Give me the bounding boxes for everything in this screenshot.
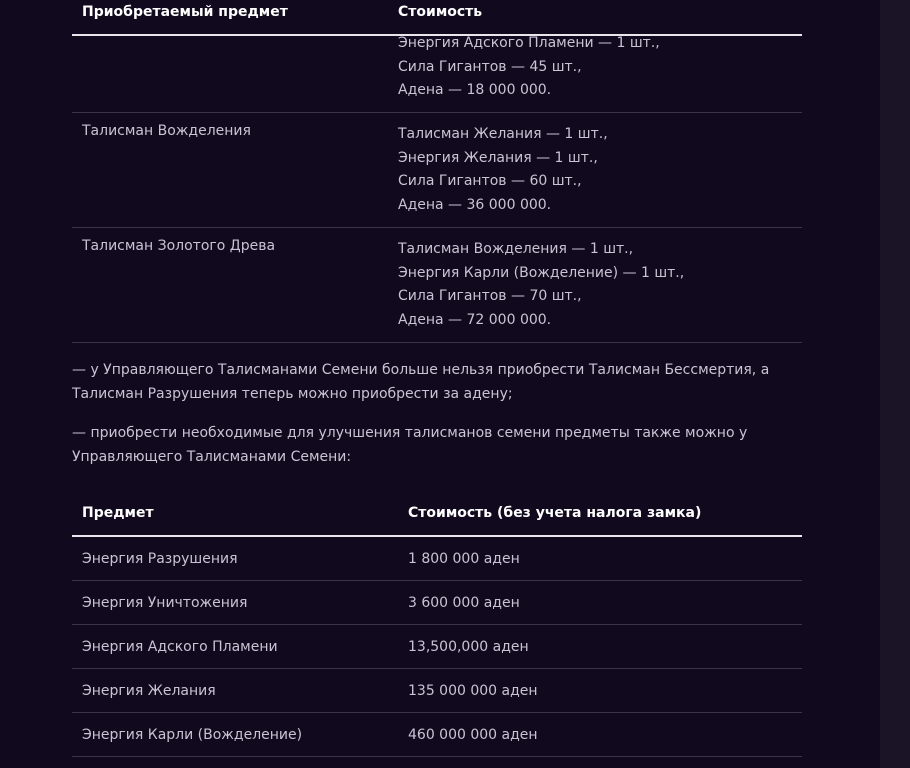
cost-line: Энергия Карли (Вожделение) — 1 шт., — [398, 264, 685, 281]
cost-cell — [388, 228, 802, 343]
item-cell: Талисман Золотого Древа — [82, 238, 276, 254]
cost-line: Талисман Желания — 1 шт., — [398, 126, 608, 142]
item-cell: Энергия Желания — [82, 682, 216, 699]
item-cell: Энергия Уничтожения — [82, 594, 248, 611]
table-row — [72, 625, 802, 669]
cost-cell — [388, 35, 802, 113]
table-row — [72, 669, 802, 713]
cost-cell: 460 000 000 аден — [408, 726, 538, 743]
energy-price-table — [72, 491, 802, 757]
cost-line: Сила Гигантов — 60 шт., — [398, 173, 582, 189]
cost-line: Адена — 36 000 000. — [398, 196, 552, 213]
table-row — [72, 536, 802, 581]
cost-cell — [388, 113, 802, 228]
cost-line: Энергия Адского Пламени — 1 шт., — [398, 35, 660, 51]
cost-cell: 135 000 000 аден — [408, 682, 538, 699]
right-margin-panel — [880, 0, 910, 768]
cost-line: Адена — 72 000 000. — [398, 311, 552, 328]
cost-line: Сила Гигантов — 70 шт., — [398, 288, 582, 304]
item-cell: Талисман Вожделения — [82, 123, 251, 139]
cost-line: Адена — 18 000 000. — [398, 82, 552, 98]
table-row — [72, 228, 802, 343]
paragraph-items-note: — приобрести необходимые для улучшения талисманов семени предметы также можно у Управляющего Талисманами Семени: — [72, 425, 748, 465]
table-row — [72, 581, 802, 625]
cost-cell: 1 800 000 аден — [408, 550, 520, 567]
cost-line: Энергия Желания — 1 шт., — [398, 149, 598, 166]
header-cost: Стоимость (без учета налога замка) — [408, 505, 702, 521]
header-cost: Стоимость — [398, 4, 483, 20]
item-cell: Энергия Карли (Вожделение) — [82, 726, 303, 743]
cost-cell: 3 600 000 аден — [408, 594, 520, 611]
table-row — [72, 113, 802, 228]
paragraph-talisman-note: — у Управляющего Талисманами Семени больше нельзя приобрести Талисман Бессмертия, а Талисман Разрушения теперь можно приобрести за адену; — [72, 362, 770, 402]
cost-line: Сила Гигантов — 45 шт., — [398, 58, 582, 75]
item-cell — [72, 35, 388, 113]
item-cell: Энергия Адского Пламени — [82, 638, 278, 655]
table-row — [72, 713, 802, 757]
header-item: Приобретаемый предмет — [82, 4, 288, 20]
table-header-row — [72, 491, 802, 536]
header-item: Предмет — [82, 505, 154, 521]
talisman-purchase-table — [72, 0, 802, 343]
cost-cell: 13,500,000 аден — [408, 638, 529, 655]
article-content — [72, 0, 802, 757]
cost-line: Талисман Вожделения — 1 шт., — [398, 241, 634, 257]
item-cell: Энергия Разрушения — [82, 550, 238, 567]
table-header-row — [72, 0, 802, 35]
table-row — [72, 35, 802, 113]
